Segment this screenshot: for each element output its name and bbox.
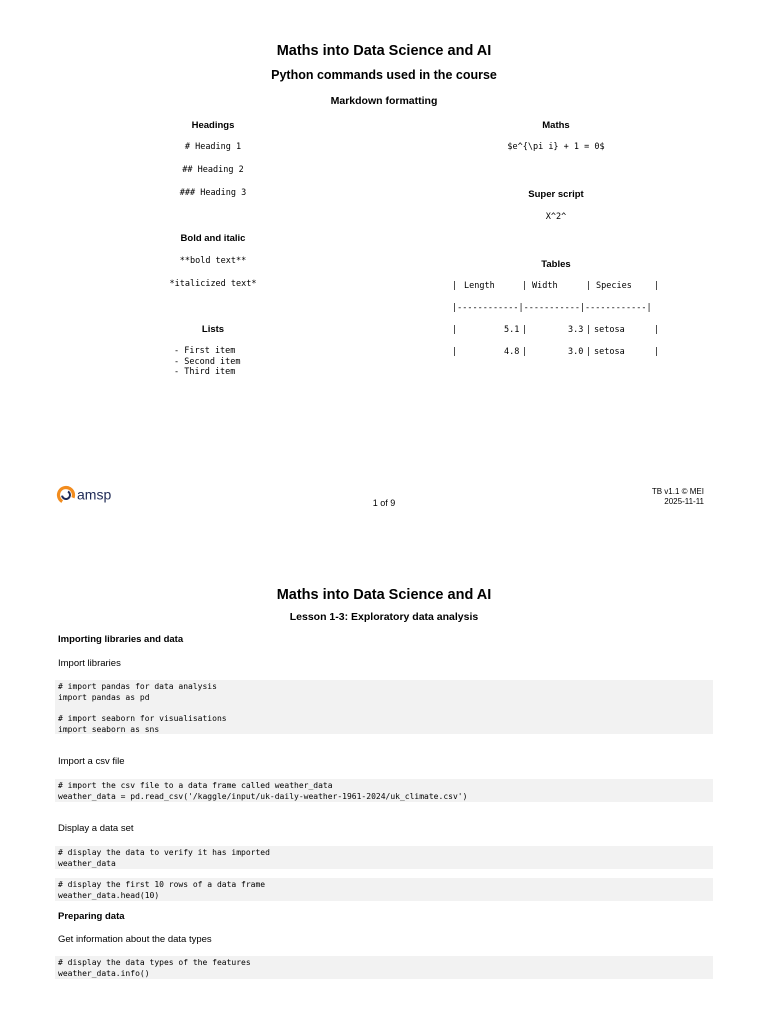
table-pipe: |	[586, 281, 592, 291]
table-cell-species: setosa	[594, 325, 625, 335]
code-line: # display the data to verify it has imported	[58, 848, 270, 857]
bold-italic-label: Bold and italic	[180, 233, 246, 244]
table-row	[452, 325, 662, 337]
table-header-species: Species	[596, 281, 632, 291]
code-line: # import pandas for data analysis	[58, 682, 217, 691]
code-line: weather_data.info()	[58, 968, 150, 978]
page1-subtitle: Python commands used in the course	[271, 68, 497, 82]
heading-2-example: ## Heading 2	[182, 165, 244, 175]
code-line: # import seaborn for visualisations	[58, 714, 227, 723]
superscript-example: X^2^	[545, 212, 567, 222]
table-pipe: |	[452, 325, 458, 335]
table-cell-length: 5.1	[504, 325, 520, 335]
table-pipe: |	[654, 325, 660, 335]
maths-example: $e^{\pi i} + 1 = 0$	[507, 142, 605, 152]
table-cell-width: 3.0	[568, 347, 584, 357]
code-line: # display the first 10 rows of a data frame	[58, 880, 266, 889]
table-header-row	[452, 281, 662, 293]
section-importing: Importing libraries and data	[58, 634, 184, 645]
para-import-libraries: Import libraries	[58, 658, 121, 669]
table-cell-species: setosa	[594, 347, 625, 357]
page1-section-heading: Markdown formatting	[330, 95, 438, 107]
list-item: - Second item	[174, 356, 241, 367]
code-line: weather_data	[58, 858, 116, 868]
list-item: - First item	[174, 346, 236, 356]
code-block-info	[55, 956, 713, 979]
table-cell-width: 3.3	[568, 325, 584, 335]
table-pipe: |	[452, 281, 458, 291]
code-line: weather_data.head(10)	[58, 890, 160, 900]
code-line: # import the csv file to a data frame called weather_data	[58, 781, 333, 790]
table-row	[452, 347, 662, 359]
version-text: TB v1.1 © MEI	[651, 487, 704, 496]
version-info	[560, 487, 704, 506]
table-pipe: |	[522, 347, 528, 357]
table-separator-row	[452, 303, 662, 315]
table-pipe: |	[586, 325, 592, 335]
para-import-csv: Import a csv file	[58, 756, 125, 767]
para-data-types: Get information about the data types	[58, 934, 212, 945]
lists-label: Lists	[201, 324, 225, 335]
table-pipe: |	[522, 281, 528, 291]
table-separator: |------------|-----------|------------|	[452, 303, 652, 313]
list-example	[174, 346, 241, 378]
headings-label: Headings	[191, 120, 235, 131]
table-pipe: |	[654, 281, 660, 291]
code-block-display	[55, 846, 713, 869]
code-block-libraries	[55, 680, 713, 734]
logo-text: amsp	[77, 486, 112, 503]
code-line: # display the data types of the features	[58, 958, 251, 967]
version-date: 2025-11-11	[664, 496, 704, 506]
code-block-head	[55, 878, 713, 901]
code-block-csv	[55, 779, 713, 802]
para-display: Display a data set	[58, 823, 134, 834]
table-pipe: |	[654, 347, 660, 357]
page1-title: Maths into Data Science and AI	[276, 43, 492, 59]
code-line: import seaborn as sns	[58, 724, 160, 734]
table-pipe: |	[452, 347, 458, 357]
code-line: weather_data = pd.read_csv('/kaggle/input/uk-daily-weather-1961-2024/uk_climate.csv')	[58, 791, 468, 801]
list-item: - Third item	[174, 367, 236, 377]
page2-title: Maths into Data Science and AI	[276, 587, 492, 603]
italic-example: *italicized text*	[169, 279, 257, 289]
table-header-width: Width	[532, 281, 558, 291]
table-header-length: Length	[464, 281, 495, 291]
heading-1-example: # Heading 1	[184, 142, 242, 152]
page2-subtitle: Lesson 1-3: Exploratory data analysis	[289, 611, 479, 623]
table-pipe: |	[586, 347, 592, 357]
superscript-label: Super script	[528, 189, 584, 200]
table-cell-length: 4.8	[504, 347, 520, 357]
table-pipe: |	[522, 325, 528, 335]
bold-example: **bold text**	[179, 256, 247, 266]
tables-label: Tables	[541, 259, 571, 270]
page-number: 1 of 9	[372, 498, 396, 508]
maths-label: Maths	[542, 120, 570, 131]
section-preparing: Preparing data	[58, 911, 125, 922]
heading-3-example: ### Heading 3	[179, 188, 247, 198]
code-line: import pandas as pd	[58, 692, 150, 702]
